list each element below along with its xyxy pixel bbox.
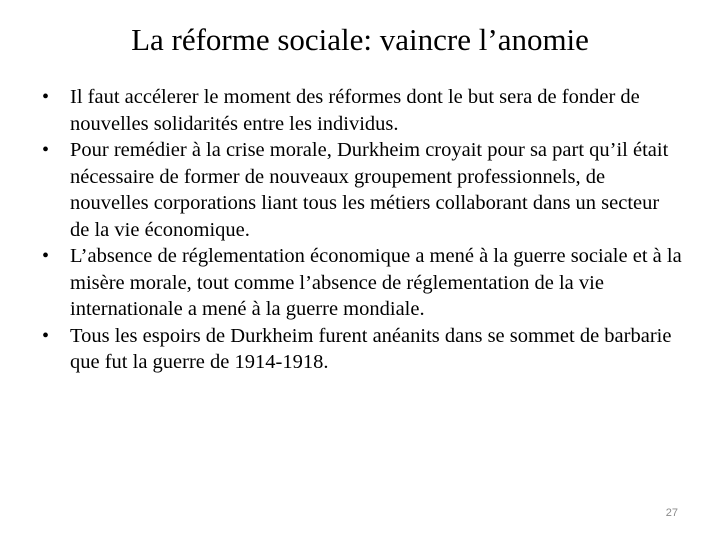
bullet-text: Tous les espoirs de Durkheim furent anéanits dans se sommet de barbarie que fut la guerre de 1914-1918. [70,324,672,373]
slide-title: La réforme sociale: vaincre l’anomie [131,22,589,57]
bullet-item [42,84,682,137]
bullet-item [42,323,682,376]
bullet-text: Il faut accélerer le moment des réformes dont le but sera de fonder de nouvelles solidarités entre les individus. [70,86,640,135]
bullet-text: Pour remédier à la crise morale, Durkheim croyait pour sa part qu’il était nécessaire de former de nouveaux groupement professionnels, de nouvelles corporations liant tous les métiers collaborant dans un secteur de la vie économique. [70,139,669,241]
bullet-item [42,137,682,243]
page-number: 27 [665,507,678,519]
bullet-item [42,243,682,323]
bullet-icon: • [42,86,50,108]
bullet-list [42,84,682,376]
bullet-icon: • [42,139,50,161]
bullet-text: L’absence de réglementation économique a mené à la guerre sociale et à la misère morale, tout comme l’absence de réglementation de la vie internationale a mené à la guerre mondiale. [70,245,682,320]
bullet-icon: • [42,245,50,267]
bullet-icon: • [42,324,50,347]
